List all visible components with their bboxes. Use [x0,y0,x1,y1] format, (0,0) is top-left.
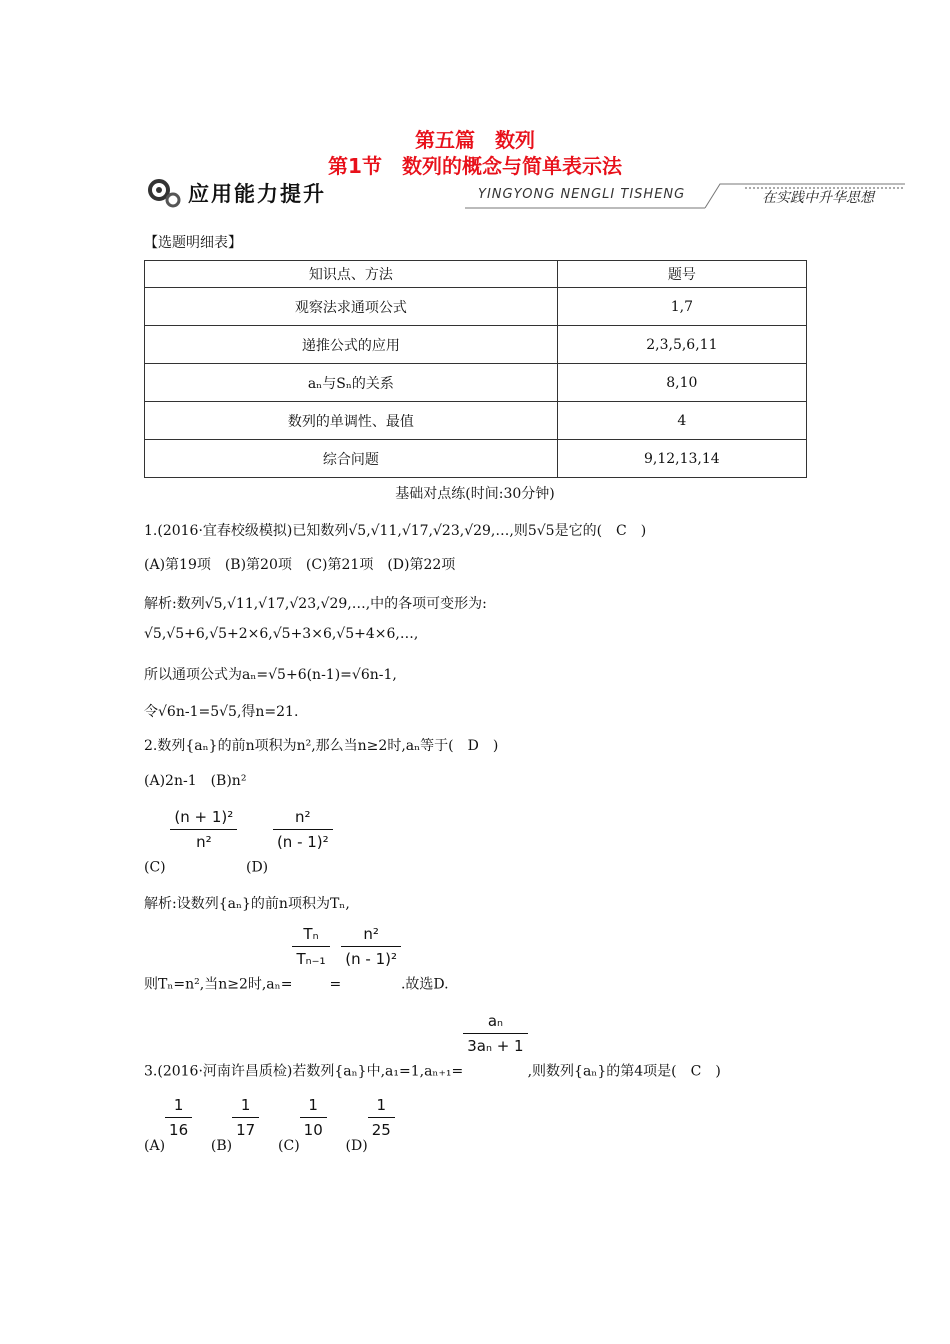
q3-option-d [345,1096,395,1154]
topic-cell: 综合问题 [145,440,558,478]
table-row [145,364,807,402]
q2-solution-line2 [144,925,449,994]
q1-solution-line3: 所以通项公式为aₙ=√5+6(n-1)=√6n-1, [144,667,397,683]
fraction-denominator: 10 [300,1117,327,1139]
fraction-denominator: 25 [368,1117,395,1139]
fraction [273,808,333,851]
section-title: 第1节 数列的概念与简单表示法 [328,154,622,178]
numbers-cell: 4 [557,402,806,440]
fraction [368,1096,395,1139]
fraction-denominator: 17 [232,1117,259,1139]
option-label: (D) [345,1137,368,1154]
stem-text: ,则数列{aₙ}的第4项是( C ) [527,1063,721,1080]
q3-stem [144,1012,721,1081]
q3-option-c [278,1096,332,1154]
fraction-numerator: aₙ [487,1012,503,1030]
fraction [170,808,237,851]
q2-option-d [246,808,333,876]
q2-solution-line1: 解析:设数列{aₙ}的前n项积为Tₙ, [144,896,350,912]
option-label: (C) [278,1137,300,1154]
fraction-numerator: (n + 1)² [174,808,234,826]
fraction-denominator: (n - 1)² [273,829,333,851]
equals-sign: = [329,976,342,993]
fraction-denominator: 16 [165,1117,192,1139]
header-cell-numbers: 题号 [557,261,806,288]
fraction [232,1096,259,1139]
topic-table [144,260,807,478]
fraction-denominator: Tₙ₋₁ [292,946,329,968]
topic-cell: 数列的单调性、最值 [145,402,558,440]
q3-options [144,1096,395,1154]
fraction [292,925,329,968]
banner-slogan: 在实践中升华思想 [762,190,874,206]
fraction [165,1096,192,1139]
gear-icon [150,181,179,206]
table-row [145,288,807,326]
q1-options: (A)第19项 (B)第20项 (C)第21项 (D)第22项 [144,557,456,573]
fraction-numerator: 1 [376,1096,386,1114]
option-label: (A) [144,1137,166,1154]
topic-cell: 递推公式的应用 [145,326,558,364]
option-label: (B) [210,1137,233,1154]
fraction-numerator: 1 [240,1096,251,1114]
solution-text: .故选D. [400,976,449,993]
fraction-denominator: 3aₙ + 1 [463,1033,527,1055]
fraction-denominator: n² [170,829,237,851]
q2-stem: 2.数列{aₙ}的前n项积为n²,那么当n≥2时,aₙ等于( D ) [144,738,499,754]
fraction-denominator: (n - 1)² [341,946,401,968]
q1-solution-line2: √5,√5+6,√5+2×6,√5+3×6,√5+4×6,…, [144,626,419,642]
option-label: (D) [246,859,269,876]
q1-stem: 1.(2016·宜春校级模拟)已知数列√5,√11,√17,√23,√29,…,则5√5是它的( C ) [144,523,647,539]
solution-text: 则Tₙ=n²,当n≥2时,aₙ= [144,976,293,993]
numbers-cell: 9,12,13,14 [557,440,806,478]
header-cell-topic: 知识点、方法 [145,261,558,288]
topic-cell: aₙ与Sₙ的关系 [145,364,558,402]
q2-option-c [144,808,237,876]
topic-cell: 观察法求通项公式 [145,288,558,326]
chapter-title: 第五篇 数列 [415,128,535,152]
fraction-numerator: n² [363,925,379,943]
option-label: (C) [144,859,166,876]
numbers-cell: 2,3,5,6,11 [557,326,806,364]
table-row [145,326,807,364]
q1-solution-line4: 令√6n-1=5√5,得n=21. [144,704,299,720]
stem-text: 3.(2016·河南许昌质检)若数列{aₙ}中,a₁=1,aₙ₊₁= [144,1063,464,1080]
q1-solution-line1: 解析:数列√5,√11,√17,√23,√29,…,中的各项可变形为: [144,596,487,612]
fraction [300,1096,327,1139]
table-row [145,402,807,440]
q3-option-b [210,1096,264,1154]
table-row [145,440,807,478]
fraction-numerator: n² [295,808,311,826]
q2-options-ab: (A)2n-1 (B)n² [144,773,247,789]
banner-pinyin: YINGYONG NENGLI TISHENG [478,187,686,202]
numbers-cell: 8,10 [557,364,806,402]
fraction [341,925,401,968]
fraction-numerator: Tₙ [303,925,319,943]
fraction [463,1012,527,1055]
fraction-numerator: 1 [308,1096,318,1114]
q3-option-a [144,1096,197,1154]
practice-section-heading: 基础对点练(时间:30分钟) [395,486,555,502]
fraction-numerator: 1 [173,1096,184,1114]
table-caption: 【选题明细表】 [144,235,242,251]
table-header-row [145,261,807,288]
banner-heading: 应用能力提升 [188,182,326,206]
numbers-cell: 1,7 [557,288,806,326]
